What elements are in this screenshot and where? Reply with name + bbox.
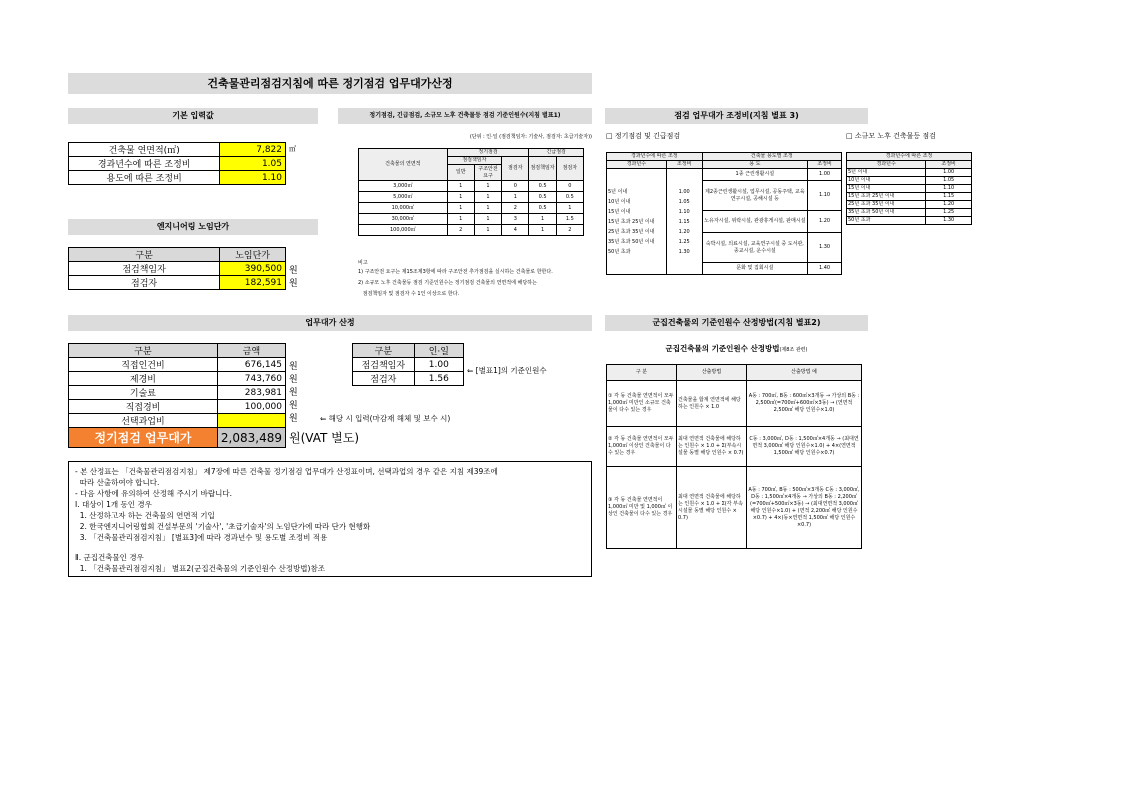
basic-input-label: 경과년수에 따른 조정비 [69,157,220,171]
std-remark-title: 비고 [358,260,368,266]
use-value: 1.10 [808,181,842,211]
small-cell: 15년 이내 [847,185,926,193]
table-row [69,414,286,428]
small-col-header: 조정비 [926,161,972,169]
std-cell: 1 [474,225,501,236]
std-cell: 3 [502,214,529,225]
cluster-title-suffix: (제8조 관련) [779,347,808,353]
small-cell: 5년 이내 [847,169,926,177]
std-cell: 0.5 [529,192,556,203]
std-head-general: 일반 [447,165,474,181]
std-cell: 0.5 [529,203,556,214]
adjust-cost-header: 점검 업무대가 조정비(지침 별표 3) [605,108,868,124]
cluster-cat: ③ 각 동 건축물 연면적이 1,000㎡ 미만 및 1,000㎡ 이상인 건축물이 다수 있는 경우 [607,467,677,549]
age-value: 1.10 [678,208,690,215]
fee-header-category: 구분 [69,344,218,358]
table-row [607,381,862,427]
basic-input-table [68,142,286,185]
age-item: 50년 초과 [608,248,631,255]
small-cell: 15년 초과 25년 이내 [847,193,926,201]
small-cell: 1.15 [926,193,972,201]
std-cell: 1 [474,192,501,203]
std-cell: 1 [447,214,474,225]
note-line: 2. 한국엔지니어링협회 건설부문의 '기술사', '초급기술자'의 노임단가에 따라 단가 현행화 [75,522,371,531]
age-col-header: 경과년수 [607,161,667,169]
small-cell: 1.00 [926,169,972,177]
std-cell: 1 [447,192,474,203]
table-row [847,177,972,185]
engineering-rate-table [68,247,286,290]
age-value: 1.30 [678,248,690,255]
small-cell: 1.10 [926,185,972,193]
use-name: 1종 근린생활시설 [702,169,807,181]
std-remark-line: 점검책임자 및 점검자 수 1인 이상으로 한다. [358,291,460,297]
table-row [353,358,464,372]
use-name: 제2종근린생활시설, 업무시설, 공동주택, 교육연구시설, 공해시설 등 [702,181,807,211]
note-line: - 다음 사항에 유의하여 산정해 주시기 바랍니다. [75,489,233,498]
std-cell: 10,000㎡ [359,203,448,214]
optional-task-input[interactable] [217,414,285,428]
age-value: 1.00 [678,188,690,195]
inspector-wage-input[interactable]: 182,591 [220,276,286,290]
table-row [359,214,584,225]
fee-calc-table [68,343,286,448]
std-head-regular: 정기점검 [447,149,529,157]
small-cell: 10년 이내 [847,177,926,185]
standard-staff-table [358,148,584,236]
fee-unit: 원 [289,401,298,411]
cluster-cat: ① 각 동 건축물 연면적이 모두 1,000㎡ 미만인 소규모 건축물이 다수 있는 경우 [607,381,677,427]
std-cell: 0 [556,181,583,192]
age-item: 5년 이내 [608,188,628,195]
table-row [69,276,286,290]
std-head-urgent-inspector: 점검자 [556,157,583,181]
std-cell: 30,000㎡ [359,214,448,225]
basic-input-header: 기본 입력값 [68,108,318,124]
fee-value: 283,981 [217,386,285,400]
std-cell: 100,000㎡ [359,225,448,236]
cluster-cat: ② 각 동 건축물 연면적이 모두 1,000㎡ 이상인 건축물이 다수 있는 경우 [607,427,677,467]
manager-wage-input[interactable]: 390,500 [220,262,286,276]
area-unit: ㎡ [289,145,296,153]
rate-label: 점검자 [69,276,220,290]
rate-header-wage: 노임단가 [220,248,286,262]
use-name: 노유자시설, 위락시설, 관광휴게시설, 판매시설 [702,211,807,233]
age-item: 35년 초과 50년 이내 [608,238,655,245]
use-name: 숙박시설, 의료시설, 교육연구시설 중 도서관, 종교시설, 운수시설 [702,233,807,263]
std-cell: 2 [502,203,529,214]
table-row [359,203,584,214]
age-col-header: 조정비 [666,161,702,169]
page-title: 건축물관리점검지침에 따른 정기점검 업무대가산정 [68,73,592,94]
total-unit: 원(VAT 별도) [289,431,360,445]
small-cell: 25년 초과 35년 이내 [847,201,926,209]
age-adjust-head: 경과년수에 따른 조정 [607,153,703,161]
fee-unit: 원 [289,414,298,424]
note-line: Ⅱ. 군집건축물인 경우 [75,553,144,562]
adjust-table [606,152,842,275]
table-row [847,201,972,209]
cluster-method: 최대 연면적 건축물에 해당하는 인원수 × 1.0 + Σ(각 부속시설물 동별 해당 인원수 × 0.7) [677,467,747,549]
engineering-rate-header: 엔지니어링 노임단가 [68,219,318,235]
fee-header-amount: 금액 [217,344,285,358]
staff-value: 1.56 [414,372,463,386]
staff-header-days: 인·일 [414,344,463,358]
table-row [359,225,584,236]
std-cell: 2 [447,225,474,236]
optional-task-note: ⇐ 해당 시 입력(마감재 해체 및 보수 시) [320,414,451,423]
std-remark-line: 2) 소규모 노후 건축물등 점검 기준인원수는 정기점검 건축물의 연면적에 해당하는 [358,280,537,286]
table-row [847,185,972,193]
staff-label: 점검자 [353,372,415,386]
table-row [847,169,972,177]
table-row [847,193,972,201]
cluster-title [605,343,868,354]
small-cell: 1.20 [926,201,972,209]
std-cell: 1 [529,225,556,236]
std-cell: 1 [556,203,583,214]
std-cell: 1 [447,181,474,192]
std-cell: 1 [447,203,474,214]
age-adjust-input[interactable]: 1.05 [220,157,286,171]
fee-value: 676,145 [217,358,285,372]
basic-input-row [69,157,286,171]
fee-value: 743,760 [217,372,285,386]
table-row [69,400,286,414]
staff-label: 점검책임자 [353,358,415,372]
staff-value: 1.00 [414,358,463,372]
small-adjust-subtitle: □ 소규모 노후 건축물등 점검 [846,132,936,140]
std-cell: 5,000㎡ [359,192,448,203]
table-row [353,372,464,386]
use-value: 1.40 [808,263,842,275]
std-cell: 0.5 [529,181,556,192]
fee-label: 직접인건비 [69,358,218,372]
std-cell: 1 [502,192,529,203]
cluster-head: 산출방법 예 [747,365,862,381]
table-row [847,209,972,217]
table-row [607,427,862,467]
basic-input-row [69,143,286,157]
age-item: 25년 초과 35년 이내 [608,228,655,235]
cluster-head: 산출방법 [677,365,747,381]
fee-label: 제경비 [69,372,218,386]
note-line: - 본 산정표는 「건축물관리점검지침」 제7장에 따른 건축물 정기점검 업무대가 산정표이며, 선택과업의 경우 같은 지침 제39조에 [75,467,498,476]
age-value: 1.05 [678,198,690,205]
cluster-title-text: 군집건축물의 기준인원수 산정방법 [665,344,780,353]
std-cell: 0 [502,181,529,192]
age-value: 1.15 [678,218,690,225]
use-value: 1.30 [808,233,842,263]
total-row [69,428,286,448]
basic-input-row [69,171,286,185]
cluster-method: 최대 연면적 건축물에 해당하는 인원수 × 1.0 + Σ(부속시설물 동별 해당 인원수 × 0.7) [677,427,747,467]
cluster-example: A동 : 700㎡, B동 : 500㎡×3개동 C동 : 3,000㎡, D동 : 1,500㎡×4개동 → 가상의 B동 : 2,200㎡(=700㎡+500㎡×3동) → (최대연면적 3,000㎡ 해당 인원수×1.0) + (면적 2,200㎡ 해당 인원수×0.7) + 4×(동×연면적 1,500㎡ 해당 인원수×0.7) [747,467,862,549]
use-col-header: 조정비 [808,161,842,169]
table-row [69,386,286,400]
std-cell: 2 [556,225,583,236]
rate-header-category: 구분 [69,248,220,262]
use-value: 1.00 [808,169,842,181]
wage-unit: 원 [289,279,298,289]
age-item: 10년 이내 [608,198,631,205]
note-line: 1. 「건축물관리점검지침」 별표2(군집건축물의 기준인원수 산정방법)참조 [75,564,325,573]
note-line: 1. 산정하고자 하는 건축물의 연면적 기입 [75,511,215,520]
small-col-header: 경과년수 [847,161,926,169]
std-cell: 1.5 [556,214,583,225]
table-row [359,192,584,203]
age-item: 15년 초과 25년 이내 [608,218,655,225]
table-row [69,262,286,276]
small-cell: 1.25 [926,209,972,217]
use-col-header: 용 도 [702,161,807,169]
cluster-example: C동 : 3,000㎡, D동 : 1,500㎡×4개동 → (최대연면적 3,000㎡ 해당 인원수×1.0) + 4×(연면적 1,500㎡ 해당 인원수×0.7) [747,427,862,467]
note-line: 3. 「건축물관리점검지침」 [별표3]에 따라 경과년수 및 용도별 조정비 적용 [75,533,328,542]
small-cell: 1.05 [926,177,972,185]
fee-label: 선택과업비 [69,414,218,428]
fee-label: 직접경비 [69,400,218,414]
std-head-manager: 점검책임자 [447,157,502,165]
std-cell: 1 [474,203,501,214]
std-cell: 1 [474,181,501,192]
gross-floor-area-input[interactable]: 7,822 [220,143,286,157]
staff-table [352,343,464,386]
table-row [607,467,862,549]
use-adjust-head: 건축물 용도별 조정 [702,153,841,161]
cluster-head: 구 분 [607,365,677,381]
staff-header-category: 구분 [353,344,415,358]
age-value: 1.20 [678,228,690,235]
std-cell: 1 [474,214,501,225]
wage-unit: 원 [289,266,298,276]
age-list [607,169,667,275]
rate-label: 점검책임자 [69,262,220,276]
small-cell: 50년 초과 [847,217,926,225]
std-cell: 0.5 [556,192,583,203]
age-value: 1.25 [678,238,690,245]
note-line: 따라 산출하여야 합니다. [75,478,160,487]
std-head-inspector: 점검자 [502,157,529,181]
basic-input-label: 용도에 따른 조정비 [69,171,220,185]
fee-label: 기술료 [69,386,218,400]
fee-unit: 원 [289,388,298,398]
note-line [75,543,585,552]
std-unit-note: (단위 : 인·일 (점검책임자: 기술사, 점검자: 초급기술자)) [469,134,592,140]
fee-unit: 원 [289,362,298,372]
std-remark-line: 1) 구조안전 요구는 제15조제3항에 따라 구조안전 추가점검을 실시하는 건축물로 한한다. [358,269,553,275]
std-head-urgent-manager: 점검책임자 [529,157,556,181]
table-row [69,358,286,372]
std-cell: 3,000㎡ [359,181,448,192]
cluster-table [606,364,862,549]
std-cell: 4 [502,225,529,236]
cluster-method: 건축물을 합계 연면적에 해당하는 인원수 × 1.0 [677,381,747,427]
note-line: Ⅰ. 대상이 1개 동인 경우 [75,500,152,509]
adjust-subtitle: □ 정기점검 및 긴급점검 [606,132,681,140]
table-row [69,372,286,386]
cluster-method-header: 군집건축물의 기준인원수 산정방법(지침 별표2) [605,315,868,331]
fee-value: 100,000 [217,400,285,414]
small-adjust-table [846,152,972,225]
std-head-area: 건축물의 연면적 [359,149,448,181]
use-name: 문화 및 집회시설 [702,263,807,275]
total-label: 정기점검 업무대가 [69,428,218,448]
use-value: 1.20 [808,211,842,233]
total-value: 2,083,489 [217,428,285,448]
use-adjust-input[interactable]: 1.10 [220,171,286,185]
age-values [666,169,702,275]
basic-input-label: 건축물 연면적(㎡) [69,143,220,157]
small-cell: 1.30 [926,217,972,225]
table-row [847,217,972,225]
std-head-urgent: 긴급점검 [529,149,584,157]
notes-box [68,461,592,577]
std-cell: 1 [529,214,556,225]
std-head-structural: 구조안전 요구 [474,165,501,181]
age-item: 15년 이내 [608,208,631,215]
standard-staff-header: 정기점검, 긴급점검, 소규모 노후 건축물등 점검 기준인원수(지침 별표1) [338,108,592,124]
small-cell: 35년 초과 50년 이내 [847,209,926,217]
staff-note: ⇐ [별표1]의 기준인원수 [467,366,547,375]
fee-calc-header: 업무대가 산정 [68,315,592,331]
table-row [359,181,584,192]
fee-unit: 원 [289,375,298,385]
cluster-example: A동 : 700㎡, B동 : 600㎡×3개동 → 가상의 B동 : 2,500㎡(=700㎡+600㎡×3동) → (연면적 2,500㎡ 해당 인원수×1.0) [747,381,862,427]
small-adjust-head: 경과년수에 따른 조정 [847,153,972,161]
